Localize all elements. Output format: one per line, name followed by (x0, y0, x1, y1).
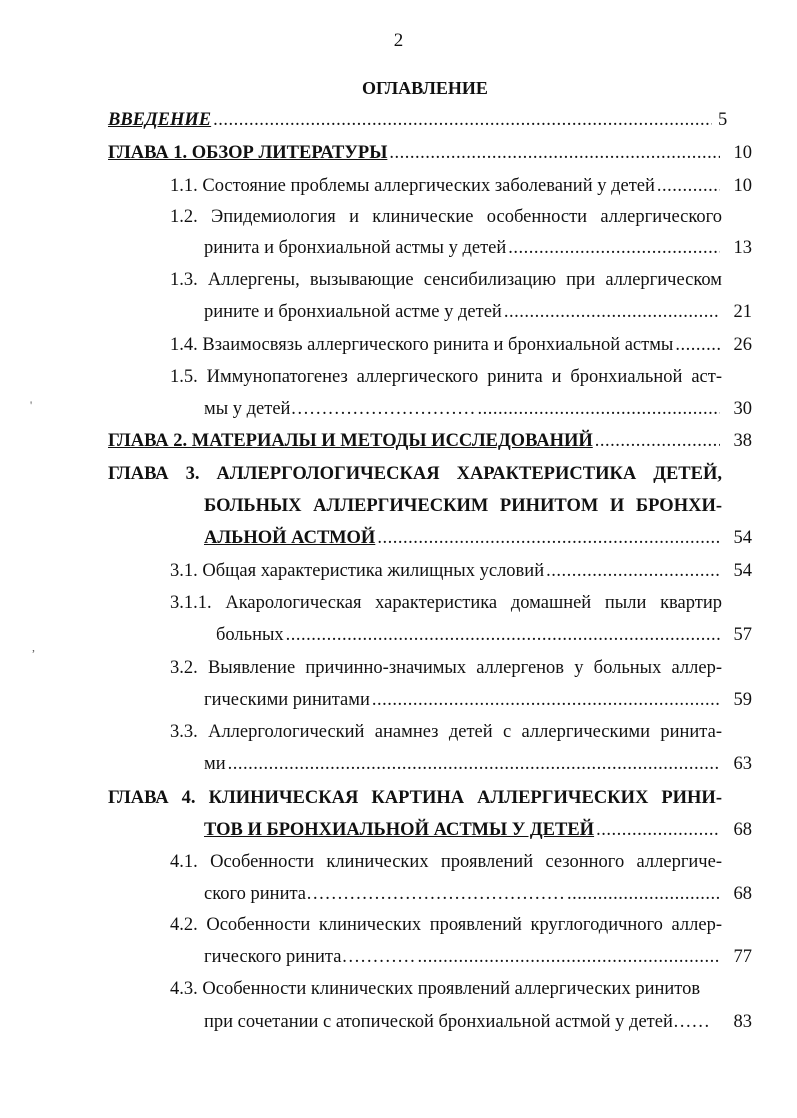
toc-entry-section-3-2-line1[interactable]: 3.2. Выявление причинно-значимых аллергенов у больных аллер- (170, 658, 722, 678)
toc-entry-section-3-1[interactable] (170, 559, 752, 583)
leader-dots (213, 108, 712, 132)
toc-entry-chapter-4[interactable] (204, 818, 752, 842)
toc-entry-section-1-5-line1[interactable]: 1.5. Иммунопатогенез аллергического ринита и бронхиальной аст- (170, 367, 722, 387)
toc-page-number: 21 (733, 302, 752, 322)
toc-entry-text: гического ринита………… (204, 947, 416, 967)
leader-dots (675, 333, 720, 357)
toc-entry-chapter-1[interactable] (108, 141, 752, 165)
toc-entry-text: 3.1. Общая характеристика жилищных условий (170, 561, 545, 581)
toc-entry-text: ГЛАВА 2. МАТЕРИАЛЫ И МЕТОДЫ ИССЛЕДОВАНИЙ (108, 431, 593, 451)
toc-page-number: 26 (733, 335, 752, 355)
toc-entry-text: ского ринита…………………………………… (204, 884, 565, 904)
leader-dots (595, 429, 720, 453)
leader-dots (286, 623, 720, 647)
toc-entry-chapter-3-line2[interactable]: БОЛЬНЫХ АЛЛЕРГИЧЕСКИМ РИНИТОМ И БРОНХИ- (204, 496, 722, 516)
toc-page-number: 83 (733, 1012, 752, 1032)
toc-entry-section-1-5[interactable] (204, 397, 752, 421)
toc-entry-intro[interactable] (108, 108, 744, 132)
toc-title: ОГЛАВЛЕНИЕ (362, 78, 488, 98)
leader-dots (504, 300, 720, 324)
toc-entry-chapter-2[interactable] (108, 429, 752, 453)
leader-dots (377, 526, 720, 550)
toc-entry-text: больных (216, 625, 284, 645)
leader-dots (596, 818, 720, 842)
toc-entry-text: ринита и бронхиальной астмы у детей (204, 238, 507, 258)
toc-page-number: 10 (733, 143, 752, 163)
leader-dots (389, 141, 720, 165)
toc-page-number: 54 (733, 528, 752, 548)
toc-page-number: 5 (718, 110, 728, 130)
toc-page-number: 57 (733, 625, 752, 645)
toc-entry-text: 1.1. Состояние проблемы аллергических заболеваний у детей (170, 176, 655, 196)
toc-entry-chapter-4-line1[interactable]: ГЛАВА 4. КЛИНИЧЕСКАЯ КАРТИНА АЛЛЕРГИЧЕСКИХ РИНИ- (108, 788, 722, 808)
toc-page-number: 63 (733, 754, 752, 774)
toc-entry-section-1-4[interactable] (170, 333, 752, 357)
toc-entry-text: ТОВ И БРОНХИАЛЬНОЙ АСТМЫ У ДЕТЕЙ (204, 820, 595, 840)
toc-entry-section-1-3[interactable] (204, 300, 752, 324)
toc-entry-section-1-2[interactable] (204, 236, 752, 260)
toc-entry-section-4-2-line1[interactable]: 4.2. Особенности клинических проявлений круглогодичного аллер- (170, 915, 722, 935)
toc-entry-text: рините и бронхиальной астме у детей (204, 302, 502, 322)
toc-page-number: 10 (733, 176, 752, 196)
toc-entry-section-3-1-1-line1[interactable]: 3.1.1. Акарологическая характеристика домашней пыли квартир (170, 593, 722, 613)
toc-entry-section-4-2[interactable] (204, 945, 752, 969)
toc-entry-text: ГЛАВА 1. ОБЗОР ЛИТЕРАТУРЫ (108, 143, 388, 163)
toc-entry-chapter-3[interactable] (204, 526, 752, 550)
toc-entry-text: АЛЬНОЙ АСТМОЙ (204, 528, 376, 548)
toc-page-number: 30 (733, 399, 752, 419)
toc-entry-section-3-3-line1[interactable]: 3.3. Аллергологический анамнез детей с аллергическими ринита- (170, 722, 722, 742)
toc-entry-section-3-2[interactable] (204, 688, 752, 712)
scan-mark: , (32, 640, 35, 654)
toc-page-number: 59 (733, 690, 752, 710)
toc-page-number: 54 (733, 561, 752, 581)
leader-dots (228, 752, 720, 776)
page-number: 2 (393, 30, 404, 51)
toc-entry-section-3-3[interactable] (204, 752, 752, 776)
toc-entry-text: ми (204, 754, 226, 774)
toc-entry-text: при сочетании с атопической бронхиальной астмой у детей…… (204, 1012, 710, 1032)
toc-entry-section-3-1-1[interactable] (216, 623, 752, 647)
toc-entry-text: ВВЕДЕНИЕ (108, 110, 212, 130)
leader-dots (417, 945, 720, 969)
toc-entry-section-1-2-line1[interactable]: 1.2. Эпидемиология и клинические особенности аллергического (170, 207, 722, 227)
toc-entry-section-1-1[interactable] (170, 174, 752, 198)
toc-page-number: 68 (733, 820, 752, 840)
toc-entry-text: 1.4. Взаимосвязь аллергического ринита и бронхиальной астмы (170, 335, 674, 355)
leader-dots (477, 397, 720, 421)
toc-page-number: 13 (733, 238, 752, 258)
toc-entry-section-4-1[interactable] (204, 882, 752, 906)
leader-dots (372, 688, 720, 712)
toc-entry-section-4-3[interactable] (204, 1010, 752, 1034)
toc-entry-text: мы у детей………………………… (204, 399, 476, 419)
scan-mark: ' (30, 398, 33, 412)
toc-entry-section-1-3-line1[interactable]: 1.3. Аллергены, вызывающие сенсибилизацию при аллергическом (170, 270, 722, 290)
leader-dots (546, 559, 720, 583)
toc-entry-chapter-3-line1[interactable]: ГЛАВА 3. АЛЛЕРГОЛОГИЧЕСКАЯ ХАРАКТЕРИСТИКА ДЕТЕЙ, (108, 464, 722, 484)
leader-dots (508, 236, 720, 260)
leader-dots (657, 174, 720, 198)
toc-entry-section-4-3-line1[interactable]: 4.3. Особенности клинических проявлений аллергических ринитов (170, 979, 701, 999)
toc-entry-section-4-1-line1[interactable]: 4.1. Особенности клинических проявлений сезонного аллергиче- (170, 852, 722, 872)
toc-page-number: 68 (733, 884, 752, 904)
leader-dots (567, 882, 720, 906)
toc-page-number: 38 (733, 431, 752, 451)
toc-page-number: 77 (733, 947, 752, 967)
toc-entry-text: гическими ринитами (204, 690, 370, 710)
